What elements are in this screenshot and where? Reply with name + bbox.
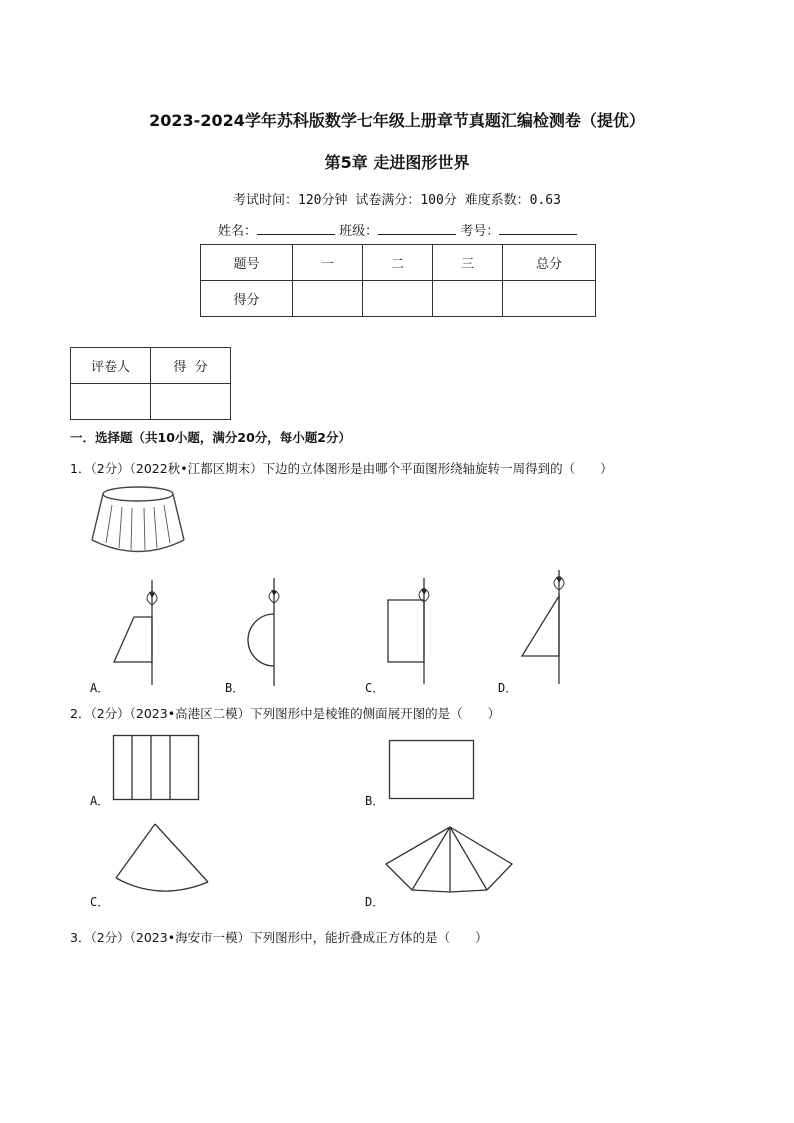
q1-option-a-label[interactable]: A．: [90, 681, 110, 695]
q2-option-c-label[interactable]: C．: [90, 895, 110, 909]
student-info-line: [218, 220, 577, 239]
score-cell[interactable]: [503, 281, 596, 317]
q1-option-a-figure: [108, 580, 168, 690]
score-header-cell: 三: [433, 245, 503, 281]
score-cell[interactable]: [293, 281, 363, 317]
id-label: 考号：: [460, 224, 500, 239]
q2-option-b-figure: [389, 740, 475, 800]
exam-info: 考试时间：120分钟 试卷满分：100分 难度系数：0.63: [233, 193, 561, 208]
id-field[interactable]: [499, 221, 577, 235]
score-table-score-row: [201, 281, 596, 317]
q1-option-b-figure: [238, 578, 298, 688]
q2-option-d-figure: [384, 826, 514, 896]
score-header-cell: 一: [293, 245, 363, 281]
score-cell[interactable]: [363, 281, 433, 317]
grader-label: 评卷人: [71, 348, 151, 384]
question-1-text: 1．（2分）（2022秋•江都区期末）下边的立体图形是由哪个平面图形绕轴旋转一周得到的（ ）: [70, 461, 613, 476]
frustum-solid-figure: [88, 485, 188, 557]
document-title: 2023-2024学年苏科版数学七年级上册章节真题汇编检测卷（提优）: [149, 111, 645, 130]
grader-score-label: 得 分: [151, 348, 231, 384]
score-table: [200, 244, 596, 317]
q1-option-c-figure: [384, 578, 444, 688]
score-cell[interactable]: [433, 281, 503, 317]
q1-option-d-label[interactable]: D．: [498, 681, 518, 695]
q2-option-c-figure: [112, 822, 212, 892]
q2-option-a-label[interactable]: A．: [90, 794, 110, 808]
score-table-header-row: [201, 245, 596, 281]
grader-cell[interactable]: [71, 384, 151, 420]
q2-option-d-label[interactable]: D．: [365, 895, 385, 909]
score-header-cell: 总分: [503, 245, 596, 281]
q2-option-b-label[interactable]: B．: [365, 794, 385, 808]
section-heading: 一．选择题（共10小题，满分20分，每小题2分）: [70, 430, 351, 445]
q1-option-d-figure: [518, 570, 578, 686]
name-label: 姓名：: [218, 224, 258, 239]
score-header-cell: 二: [363, 245, 433, 281]
name-field[interactable]: [257, 221, 335, 235]
question-2-text: 2．（2分）（2023•高港区二模）下列图形中是棱锥的侧面展开图的是（ ）: [70, 706, 501, 721]
grader-table: [70, 347, 231, 420]
question-3-text: 3．（2分）（2023•海安市一模）下列图形中，能折叠成正方体的是（ ）: [70, 930, 488, 945]
class-field[interactable]: [378, 221, 456, 235]
q1-option-b-label[interactable]: B．: [225, 681, 245, 695]
class-label: 班级：: [339, 224, 379, 239]
score-row-label: 得分: [201, 281, 293, 317]
chapter-title: 第5章 走进图形世界: [324, 153, 470, 172]
grader-score-cell[interactable]: [151, 384, 231, 420]
q2-option-a-figure: [113, 735, 199, 801]
score-header-cell: 题号: [201, 245, 293, 281]
q1-option-c-label[interactable]: C．: [365, 681, 385, 695]
